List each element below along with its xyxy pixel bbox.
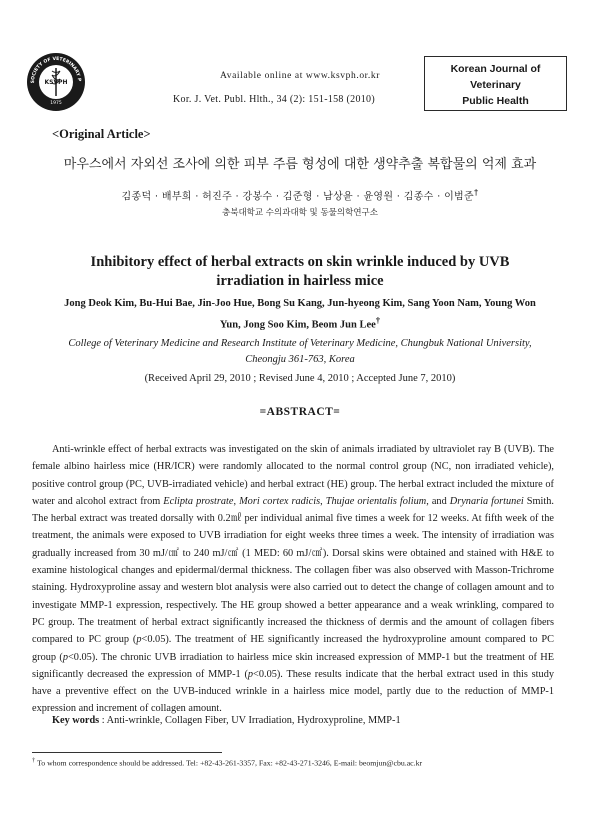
keywords-separator: : — [99, 715, 107, 726]
species-name: Thujae orientalis folium — [325, 495, 427, 507]
korean-title: 마우스에서 자외선 조사에 의한 피부 주름 형성에 대한 생약추출 복합물의 억제 효과 — [63, 157, 537, 172]
abstract-heading: =ABSTRACT= — [259, 406, 341, 418]
p-value-symbol: p — [247, 668, 254, 680]
correspondence-dagger: † — [375, 315, 381, 325]
korean-affiliation: 충북대학교 수의과대학 및 동물의학연구소 — [222, 208, 378, 218]
journal-name-line-3: Public Health — [462, 95, 529, 107]
p-value-symbol: p — [62, 651, 68, 663]
correspondence-dagger: † — [473, 187, 479, 197]
abstract-text: <0.05). These results indicate that the herbal extract used in this study have a preventive effect on the UVB-induced wrinkle in a hairless mice model, partly due to the reduction of MMP-1 expression and increment of collagen amount. — [32, 668, 554, 715]
english-authors — [55, 296, 545, 334]
journal-name-box — [424, 56, 567, 111]
species-name: Mori cortex radicis — [239, 495, 321, 507]
abstract-text: Anti-wrinkle effect of herbal extracts was investigated on the skin of animals irradiated by ultraviolet ray B (UVB). The female albino hairless mice (HR/ICR) were randomly allocated to the normal control group (NC, non irradiated vehicle), positive control group (PC, UVB-irradiated vehicle) and herbal extract (HE) group. The herbal extract included the mixture of water and alcohol extract from — [32, 444, 554, 507]
journal-citation: Kor. J. Vet. Publ. Hlth., 34 (2): 151-158 (2010) — [173, 94, 375, 105]
species-name: Eclipta prostrate — [163, 495, 234, 507]
journal-name-line-1: Korean Journal of — [450, 63, 541, 75]
keywords-label: Key words — [52, 715, 100, 726]
svg-text:KSVPH: KSVPH — [44, 79, 68, 86]
footnote-dagger: † — [32, 757, 36, 764]
journal-name-line-2: Veterinary — [470, 79, 521, 91]
svg-text:1975: 1975 — [50, 101, 62, 106]
p-value-symbol: p — [136, 634, 142, 646]
svg-text:THE KOREAN SOCIETY OF VETERINA: SOCIETY OF VETERINARY P — [30, 56, 82, 84]
correspondence-footnote — [32, 757, 422, 768]
english-affiliation: College of Veterinary Medicine and Research Institute of Veterinary Medicine, Chungbuk National University, Cheongju 361-763, Korea — [68, 338, 532, 365]
abstract-body — [32, 441, 554, 718]
keywords-list: Anti-wrinkle, Collagen Fiber, UV Irradiation, Hydroxyproline, MMP-1 — [106, 715, 401, 726]
abstract-text: , — [320, 495, 326, 507]
keywords — [52, 715, 401, 726]
online-availability: Available online at www.ksvph.or.kr — [219, 71, 381, 81]
article-type: <Original Article> — [52, 127, 151, 141]
footnote-divider — [32, 752, 222, 753]
species-name: Drynaria fortunei — [449, 495, 524, 507]
footnote-text: To whom correspondence should be addressed. Tel: +82-43-261-3357, Fax: +82-43-271-3246, E-mail: beomjun@cbu.ac.kr — [35, 758, 423, 768]
english-title: Inhibitory effect of herbal extracts on skin wrinkle induced by UVB irradiation in hairless mice — [90, 254, 510, 289]
korean-author-list: 김종덕 · 배부희 · 허진주 · 강봉수 · 김준형 · 남상윤 · 윤영원 · 김종수 · 이범준 — [121, 191, 474, 203]
abstract-text: , — [233, 495, 240, 507]
abstract-text: Smith. The herbal extract was treated dorsally with 0.2㎖ per individual animal five times a week for 12 weeks. At fifth week of the treatment, the animals were exposed to UVB irradiation for eight weeks three times a week. The intensity of irradiation was gradually increased from 30 mJ/㎠ to 240 mJ/㎠ (1 MED: 60 mJ/㎠). Dorsal skins were obtained and stained with H&E to examine histological changes and epidermal/dermal thickness. The collagen fiber was also observed with Masson-Trichrome staining. Hydroxyproline assay and western blot analysis were also carried out to detect the change of collagen amount and to investigate MMP-1 expression, respectively. The HE group showed a better appearance and a weak wrinkling, compared to PC group. The treatment of herbal extract significantly increased the thickness of dermis and the amount of collagen fibers compared to PC group ( — [32, 495, 554, 646]
abstract-text: <0.05). The treatment of HE significantly increased the hydroxyproline amount compared to PC group ( — [32, 634, 554, 663]
english-author-list: Jong Deok Kim, Bu-Hui Bae, Jin-Joo Hue, Bong Su Kang, Jun-hyeong Kim, Sang Yoon Nam, Young Won Yun, Jong Soo Kim, Beom Jun Lee — [64, 298, 536, 331]
abstract-text: <0.05). The chronic UVB irradiation to hairless mice skin increased expression of MMP-1 but the treatment of HE significantly decreased the expression of MMP-1 ( — [32, 651, 554, 680]
korean-authors — [0, 187, 600, 202]
abstract-text: , and — [426, 495, 450, 507]
received-dates: (Received April 29, 2010 ; Revised June 4, 2010 ; Accepted June 7, 2010) — [144, 373, 456, 384]
